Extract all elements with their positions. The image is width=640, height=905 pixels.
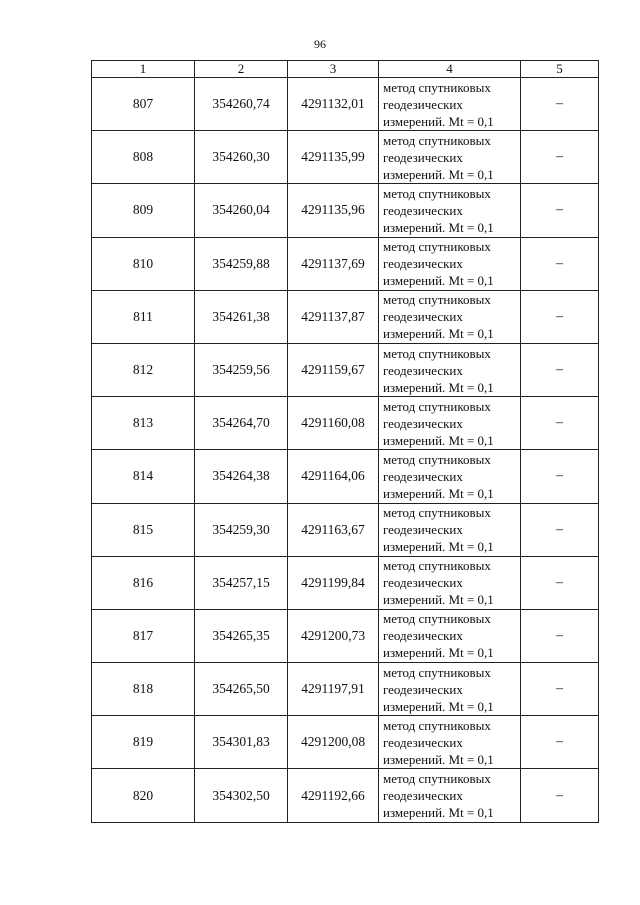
header-col-1: 1 — [92, 61, 195, 78]
method-line: измерений. Mt = 0,1 — [383, 273, 494, 289]
coordinates-table — [91, 60, 599, 823]
table-row — [92, 769, 599, 822]
method-line: геодезических — [383, 96, 463, 112]
method-line: метод спутниковых — [383, 345, 491, 361]
x-coordinate-cell: 354264,38 — [195, 450, 288, 503]
note-cell: – — [521, 184, 599, 237]
method-line: метод спутниковых — [383, 79, 491, 95]
method-cell — [379, 237, 521, 290]
method-line: геодезических — [383, 202, 463, 218]
point-number-cell: 811 — [92, 290, 195, 343]
y-coordinate-cell: 4291192,66 — [288, 769, 379, 822]
method-cell — [379, 131, 521, 184]
note-cell: – — [521, 556, 599, 609]
x-coordinate-cell: 354260,30 — [195, 131, 288, 184]
note-cell: – — [521, 503, 599, 556]
point-number-cell: 813 — [92, 397, 195, 450]
method-cell — [379, 716, 521, 769]
table-row — [92, 556, 599, 609]
y-coordinate-cell: 4291164,06 — [288, 450, 379, 503]
point-number-cell: 820 — [92, 769, 195, 822]
x-coordinate-cell: 354302,50 — [195, 769, 288, 822]
table-row — [92, 237, 599, 290]
point-number-cell: 818 — [92, 663, 195, 716]
y-coordinate-cell: 4291132,01 — [288, 78, 379, 131]
note-cell: – — [521, 450, 599, 503]
table-row — [92, 397, 599, 450]
table-row — [92, 290, 599, 343]
method-line: измерений. Mt = 0,1 — [383, 751, 494, 767]
point-number-cell: 808 — [92, 131, 195, 184]
table-row — [92, 716, 599, 769]
y-coordinate-cell: 4291135,96 — [288, 184, 379, 237]
method-line: метод спутниковых — [383, 398, 491, 414]
note-cell: – — [521, 397, 599, 450]
method-line: геодезических — [383, 468, 463, 484]
table-body — [92, 78, 599, 823]
table-header — [92, 61, 599, 78]
y-coordinate-cell: 4291160,08 — [288, 397, 379, 450]
header-col-5: 5 — [521, 61, 599, 78]
header-col-3: 3 — [288, 61, 379, 78]
method-line: измерений. Mt = 0,1 — [383, 379, 494, 395]
method-line: геодезических — [383, 522, 463, 538]
method-line: измерений. Mt = 0,1 — [383, 166, 494, 182]
method-line: метод спутниковых — [383, 132, 491, 148]
table-row — [92, 503, 599, 556]
method-line: измерений. Mt = 0,1 — [383, 592, 494, 608]
method-line: геодезических — [383, 256, 463, 272]
method-line: метод спутниковых — [383, 292, 491, 308]
method-line: измерений. Mt = 0,1 — [383, 219, 494, 235]
method-line: геодезических — [383, 628, 463, 644]
method-cell — [379, 290, 521, 343]
method-line: геодезических — [383, 149, 463, 165]
method-line: геодезических — [383, 681, 463, 697]
method-line: геодезических — [383, 788, 463, 804]
note-cell: – — [521, 716, 599, 769]
method-line: измерений. Mt = 0,1 — [383, 805, 494, 821]
y-coordinate-cell: 4291200,08 — [288, 716, 379, 769]
note-cell: – — [521, 609, 599, 662]
note-cell: – — [521, 343, 599, 396]
method-cell — [379, 663, 521, 716]
point-number-cell: 819 — [92, 716, 195, 769]
method-cell — [379, 397, 521, 450]
method-cell — [379, 769, 521, 822]
point-number-cell: 816 — [92, 556, 195, 609]
method-line: измерений. Mt = 0,1 — [383, 698, 494, 714]
y-coordinate-cell: 4291137,87 — [288, 290, 379, 343]
x-coordinate-cell: 354265,50 — [195, 663, 288, 716]
y-coordinate-cell: 4291199,84 — [288, 556, 379, 609]
table-row — [92, 450, 599, 503]
x-coordinate-cell: 354265,35 — [195, 609, 288, 662]
method-line: геодезических — [383, 734, 463, 750]
point-number-cell: 807 — [92, 78, 195, 131]
method-cell — [379, 609, 521, 662]
y-coordinate-cell: 4291197,91 — [288, 663, 379, 716]
method-line: метод спутниковых — [383, 664, 491, 680]
y-coordinate-cell: 4291137,69 — [288, 237, 379, 290]
method-line: геодезических — [383, 575, 463, 591]
method-cell — [379, 184, 521, 237]
header-col-4: 4 — [379, 61, 521, 78]
method-line: измерений. Mt = 0,1 — [383, 539, 494, 555]
header-col-2: 2 — [195, 61, 288, 78]
table-row — [92, 343, 599, 396]
point-number-cell: 814 — [92, 450, 195, 503]
point-number-cell: 809 — [92, 184, 195, 237]
note-cell: – — [521, 131, 599, 184]
method-line: метод спутниковых — [383, 771, 491, 787]
note-cell: – — [521, 78, 599, 131]
x-coordinate-cell: 354260,04 — [195, 184, 288, 237]
point-number-cell: 812 — [92, 343, 195, 396]
method-line: метод спутниковых — [383, 505, 491, 521]
method-line: измерений. Mt = 0,1 — [383, 645, 494, 661]
note-cell: – — [521, 237, 599, 290]
point-number-cell: 817 — [92, 609, 195, 662]
point-number-cell: 815 — [92, 503, 195, 556]
x-coordinate-cell: 354264,70 — [195, 397, 288, 450]
y-coordinate-cell: 4291200,73 — [288, 609, 379, 662]
method-line: метод спутниковых — [383, 611, 491, 627]
method-line: метод спутниковых — [383, 451, 491, 467]
x-coordinate-cell: 354257,15 — [195, 556, 288, 609]
x-coordinate-cell: 354301,83 — [195, 716, 288, 769]
x-coordinate-cell: 354260,74 — [195, 78, 288, 131]
method-line: измерений. Mt = 0,1 — [383, 113, 494, 129]
header-row — [92, 61, 599, 78]
method-line: метод спутниковых — [383, 239, 491, 255]
method-line: метод спутниковых — [383, 717, 491, 733]
x-coordinate-cell: 354259,88 — [195, 237, 288, 290]
table-row — [92, 78, 599, 131]
note-cell: – — [521, 663, 599, 716]
method-line: геодезических — [383, 309, 463, 325]
method-cell — [379, 78, 521, 131]
page-number: 96 — [314, 37, 326, 51]
method-line: метод спутниковых — [383, 558, 491, 574]
table-row — [92, 609, 599, 662]
method-cell — [379, 556, 521, 609]
table-row — [92, 663, 599, 716]
x-coordinate-cell: 354261,38 — [195, 290, 288, 343]
table-row — [92, 131, 599, 184]
method-line: измерений. Mt = 0,1 — [383, 485, 494, 501]
method-line: измерений. Mt = 0,1 — [383, 326, 494, 342]
x-coordinate-cell: 354259,30 — [195, 503, 288, 556]
note-cell: – — [521, 290, 599, 343]
table-row — [92, 184, 599, 237]
method-cell — [379, 450, 521, 503]
y-coordinate-cell: 4291135,99 — [288, 131, 379, 184]
y-coordinate-cell: 4291159,67 — [288, 343, 379, 396]
method-line: геодезических — [383, 415, 463, 431]
method-cell — [379, 503, 521, 556]
note-cell: – — [521, 769, 599, 822]
method-line: измерений. Mt = 0,1 — [383, 432, 494, 448]
method-line: метод спутниковых — [383, 185, 491, 201]
point-number-cell: 810 — [92, 237, 195, 290]
method-line: геодезических — [383, 362, 463, 378]
method-cell — [379, 343, 521, 396]
x-coordinate-cell: 354259,56 — [195, 343, 288, 396]
y-coordinate-cell: 4291163,67 — [288, 503, 379, 556]
